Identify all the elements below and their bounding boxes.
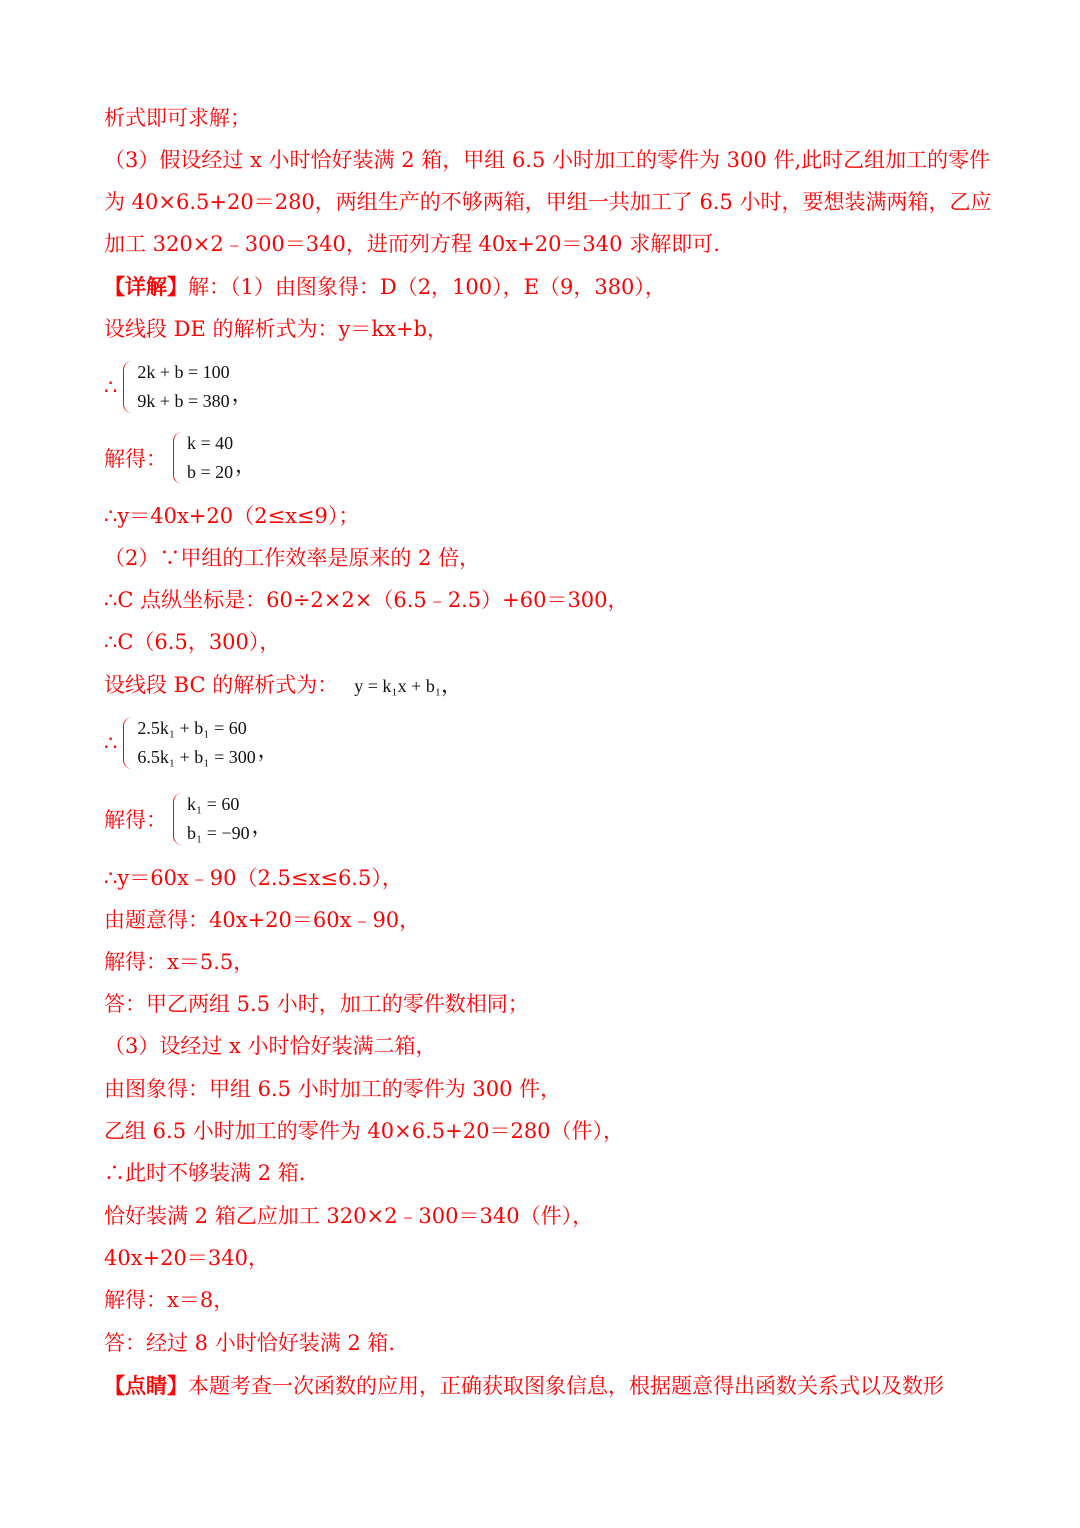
equation-row: k₁ = 60: [187, 794, 240, 814]
detail-text: 解：（1）由图象得：D（2，100），E（9，380），: [188, 275, 666, 299]
text-line: （3）设经过 x 小时恰好装满二箱，: [104, 1034, 437, 1058]
equation-system-de: [104, 358, 253, 416]
solution-system-de: [104, 429, 256, 487]
brace-icon: [173, 432, 183, 484]
equation-row: 2.5k₁ + b₁ = 60: [137, 718, 247, 738]
therefore-symbol: ∴: [104, 731, 118, 755]
therefore-symbol: ∴: [104, 375, 118, 399]
text-line: 乙组 6.5 小时加工的零件为 40×6.5+20＝280（件），: [104, 1119, 625, 1143]
comment-line: [104, 1372, 944, 1400]
equation-row: 9k + b = 380: [137, 391, 230, 411]
comment-text: 本题考查一次函数的应用，正确获取图象信息，根据题意得出函数关系式以及数形: [188, 1374, 944, 1398]
text-line: ∴C（6.5，300），: [104, 630, 281, 654]
solution-label: 解得：: [104, 808, 167, 832]
brace-icon: [123, 717, 133, 769]
text-line: （2）∵甲组的工作效率是原来的 2 倍，: [104, 546, 481, 570]
bc-equation: y = k₁x + b₁: [354, 676, 442, 696]
bc-text: 设线段 BC 的解析式为：: [104, 673, 339, 697]
comment-tag: 【点睛】: [104, 1373, 188, 1398]
equation-row: k = 40: [187, 433, 234, 453]
detail-tag: 【详解】: [104, 274, 188, 299]
brace-icon: [173, 793, 183, 845]
text-line: 答：经过 8 小时恰好装满 2 箱.: [104, 1331, 396, 1355]
text-line: 答：甲乙两组 5.5 小时，加工的零件数相同；: [104, 992, 529, 1016]
detail-line: [104, 273, 666, 301]
comma: ，: [231, 382, 253, 406]
equation-row: 2k + b = 100: [137, 362, 230, 382]
text-line: ∴y＝40x+20（2≤x≤9）；: [104, 504, 360, 528]
text-line: 为 40×6.5+20＝280，两组生产的不够两箱，甲组一共加工了 6.5 小时，要想装满两箱，乙应: [104, 190, 992, 214]
equation-system-bc: [104, 714, 279, 772]
text-line: 设线段 DE 的解析式为：y＝kx+b，: [104, 317, 448, 341]
equation-row: b = 20: [187, 462, 234, 482]
solution-system-bc: [104, 790, 273, 848]
brace-icon: [123, 361, 133, 413]
text-line: 由题意得：40x+20＝60x﹣90，: [104, 908, 421, 932]
text-line: ∴此时不够装满 2 箱.: [104, 1161, 306, 1185]
comma: ，: [235, 453, 257, 477]
text-line: 解得：x＝8，: [104, 1288, 235, 1312]
text-line: 恰好装满 2 箱乙应加工 320×2﹣300＝340（件），: [104, 1204, 594, 1228]
text-line: ∴y＝60x﹣90（2.5≤x≤6.5），: [104, 866, 403, 890]
text-line: （3）假设经过 x 小时恰好装满 2 箱，甲组 6.5 小时加工的零件为 300 件,此时乙组加工的零件: [104, 148, 991, 172]
comma: ，: [257, 738, 279, 762]
equation-row: 6.5k₁ + b₁ = 300: [137, 747, 256, 767]
bc-line: 设线段 BC 的解析式为： y = k₁x + b₁，: [104, 673, 463, 697]
text-line: 解得：x＝5.5，: [104, 950, 255, 974]
text-line: 由图象得：甲组 6.5 小时加工的零件为 300 件，: [104, 1077, 562, 1101]
text-line: 析式即可求解；: [104, 106, 251, 130]
text-line: ∴C 点纵坐标是：60÷2×2×（6.5﹣2.5）+60＝300，: [104, 588, 629, 612]
equation-row: b₁ = −90: [187, 823, 250, 843]
text-line: 40x+20＝340，: [104, 1246, 269, 1270]
comma: ，: [251, 814, 273, 838]
text-line: 加工 320×2﹣300＝340，进而列方程 40x+20＝340 求解即可.: [104, 232, 720, 256]
solution-label: 解得：: [104, 447, 167, 471]
